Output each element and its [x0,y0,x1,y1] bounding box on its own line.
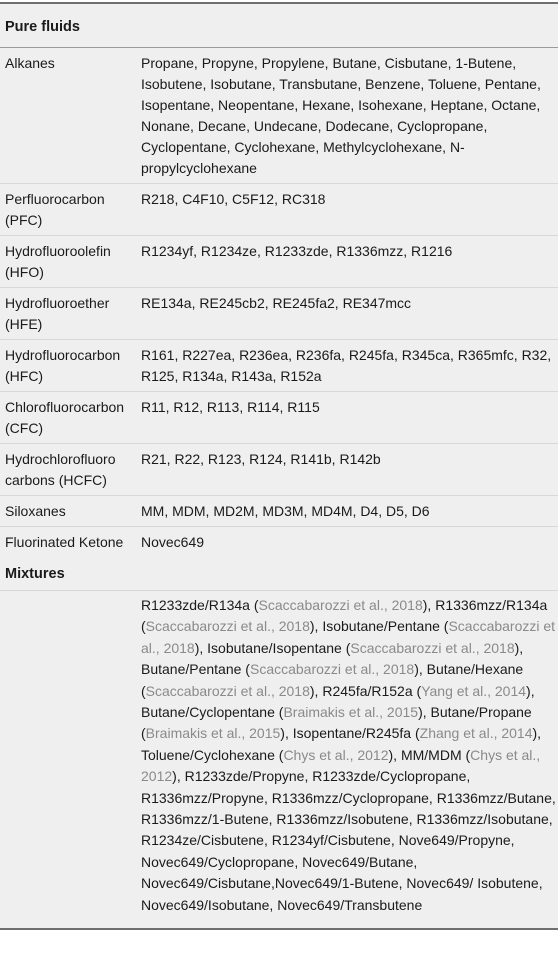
citation-link[interactable]: Zhang et al., 2014 [419,725,533,742]
mixture-name: Butane/Hexane [426,661,524,678]
table-row [0,340,558,392]
fluids-cell: R11, R12, R113, R114, R115 [141,399,320,415]
category-cell: Fluorinated Ketone [5,534,124,550]
citation-link[interactable]: Yang et al., 2014 [421,682,527,699]
citation-link[interactable]: Scaccabarozzi et al., 2018 [145,618,310,635]
table-row [0,184,558,236]
category-cell: Hydrochlorofluoro carbons (HCFC) [5,451,116,488]
fluids-cell: R1234yf, R1234ze, R1233zde, R1336mzz, R1216 [141,243,453,259]
citation-link[interactable]: Scaccabarozzi et al., 2018 [145,682,310,699]
mixture-name: MM/MDM [400,746,462,763]
mixtures-row [0,591,558,928]
mixture-name: Isobutane/Pentane [322,618,440,635]
mixtures-list: R1233zde/R134a (Scaccabarozzi et al., 2018), R1336mzz/R134a (Scaccabarozzi et al., 2018), Isobutane/Pentane (Scaccabarozzi et al., 2018), Isobutane/Isopentane (Scaccabarozzi et al., 2018), Butane/Pentane (Scaccabarozzi et al., 2018), Butane/Hexane (Scaccabarozzi et al., 2018), R245fa/R152a (Yang et al., 2014), Butane/Cyclopentane (Braimakis et al., 2015), Butane/Propane (Braimakis et al., 2015), Isopentane/R245fa (Zhang et al., 2014), Toluene/Cyclohexane (Chys et al., 2012), MM/MDM (Chys et al., 2012), R1233zde/Propyne, R1233zde/Cyclopropane, R1336mzz/Propyne, R1336mzz/Cyclopropane, R1336mzz/Butane, R1336mzz/1-Butene, R1336mzz/Isobutene, R1336mzz/Isobutane, R1234ze/Cisbutene, R1234yf/Cisbutene, Nove649/Propyne, Novec649/Cyclopropane, Novec649/Butane, Novec649/Cisbutane,Novec649/1-Butene, Novec649/ Isobutene, Novec649/Isobutane, Novec649/Transbutene [141,597,556,913]
category-cell: Siloxanes [5,503,66,519]
fluids-cell: R21, R22, R123, R124, R141b, R142b [141,451,381,467]
citation-link[interactable]: Scaccabarozzi et al., 2018 [258,597,423,613]
mixture-name: Isopentane/R245fa [292,725,412,742]
fluids-cell: R161, R227ea, R236ea, R236fa, R245fa, R345ca, R365mfc, R32, R125, R134a, R143a, R152a [141,347,552,384]
citation-link[interactable]: Chys et al., 2012 [283,746,389,763]
category-cell: Hydrofluoroether (HFE) [5,295,110,332]
mixture-name: R1233zde/R134a [141,597,250,613]
fluids-cell: Propane, Propyne, Propylene, Butane, Cisbutane, 1-Butene, Isobutene, Isobutane, Transbutane, Benzene, Toluene, Pentane, Isopentane, Neopentane, Hexane, Isohexane, Heptane, Octane, Nonane, Decane, Undecane, Dodecane, Cyclopropane, Cyclopentane, Cyclohexane, Methylcyclohexane, N-propylcyclohexane [141,55,541,176]
table-row [0,48,558,184]
citation-link[interactable]: Braimakis et al., 2015 [145,725,281,742]
pure-fluids-header [0,4,558,47]
mixtures-heading: Mixtures [0,557,558,591]
citation-link[interactable]: Braimakis et al., 2015 [283,704,419,721]
fluids-cell: RE134a, RE245cb2, RE245fa2, RE347mcc [141,295,412,311]
pure-fluids-rows [0,48,558,557]
mixture-name: Butane/Pentane [141,661,242,678]
category-cell: Hydrofluoroolefin (HFO) [5,243,111,280]
category-cell: Hydrofluorocarbon (HFC) [5,347,121,384]
mixture-name: Isobutane/Isopentane [207,639,342,656]
table-row [0,236,558,288]
table-row [0,444,558,496]
fluids-cell: MM, MDM, MD2M, MD3M, MD4M, D4, D5, D6 [141,503,430,519]
table-body [0,48,558,928]
mixture-name: Toluene/Cyclohexane [141,746,275,763]
mixtures-tail: , R1233zde/Propyne, R1233zde/Cyclopropane, R1336mzz/Propyne, R1336mzz/Cyclopropane, R1336mzz/Butane, R1336mzz/1-Butene, R1336mzz/Isobutene, R1336mzz/Isobutane, R1234ze/Cisbutene, R1234yf/Cisbutene, Nove649/Propyne, Novec649/Cyclopropane, Novec649/Butane, Novec649/Cisbutane,Novec649/1-Butene, Novec649/ Isobutene, Novec649/Isobutane, Novec649/Transbutene [141,768,556,913]
fluids-cell: Novec649 [141,534,205,550]
pure-fluids-heading: Pure fluids [5,19,80,35]
table-row [0,288,558,340]
mixture-name: R245fa/R152a [322,682,413,699]
mixture-name: Butane/Cyclopentane [141,704,275,721]
citation-link[interactable]: Scaccabarozzi et al., 2018 [141,618,556,656]
fluids-cell: R218, C4F10, C5F12, RC318 [141,191,326,207]
citation-link[interactable]: Scaccabarozzi et al., 2018 [350,639,515,656]
fluids-table [0,2,558,930]
category-cell: Alkanes [5,55,55,71]
category-cell: Chlorofluorocarbon (CFC) [5,399,125,436]
table-row [0,496,558,527]
table-row [0,527,558,557]
category-cell: Perfluorocarbon (PFC) [5,191,105,228]
mixture-name: Butane/Propane [430,704,532,721]
bottom-rule [0,928,558,930]
citation-link[interactable]: Chys et al., 2012 [141,746,541,785]
citation-link[interactable]: Scaccabarozzi et al., 2018 [249,661,415,678]
table-row [0,392,558,444]
mixture-name: R1336mzz/R134a [435,597,548,613]
